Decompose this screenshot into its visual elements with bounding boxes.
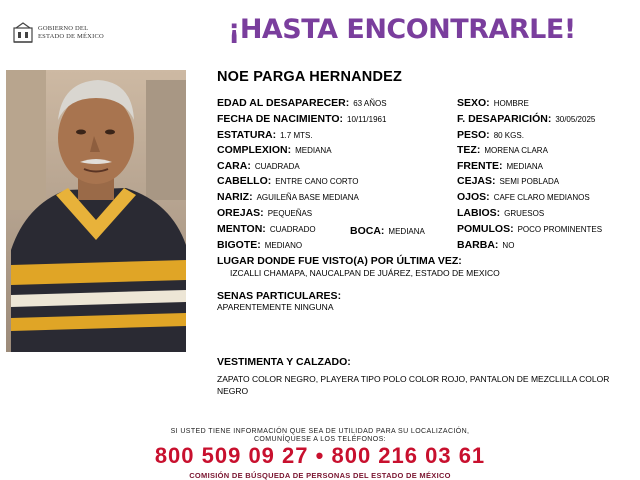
field-tez: TEZ: MORENA CLARA: [457, 144, 548, 156]
info-line-1: SI USTED TIENE INFORMACIÓN QUE SEA DE UTILIDAD PARA SU LOCALIZACIÓN,: [170, 428, 470, 435]
field-bigote: BIGOTE: MEDIANO: [217, 239, 303, 251]
phone-numbers: [0, 443, 640, 469]
clothing-value: ZAPATO COLOR NEGRO, PLAYERA TIPO POLO COLOR ROJO, PANTALON DE MEZCLILLA COLOR NEGRO: [217, 374, 610, 396]
field-ojos: OJOS: CAFE CLARO MEDIANOS: [457, 191, 590, 203]
field-frente: FRENTE: MEDIANA: [457, 160, 543, 172]
field-pomulos: POMULOS: POCO PROMINENTES: [457, 223, 603, 235]
field-desaparicion: F. DESAPARICIÓN: 30/05/2025: [457, 113, 596, 125]
field-edad: EDAD AL DESAPARECER: 63 AÑOS: [217, 97, 387, 109]
commission-name: COMISIÓN DE BÚSQUEDA DE PERSONAS DEL ESTADO DE MÉXICO: [189, 471, 451, 480]
field-peso: PESO: 80 KGS.: [457, 129, 524, 141]
field-cara: CARA: CUADRADA: [217, 160, 300, 172]
field-barba: BARBA: NO: [457, 239, 515, 251]
field-nacimiento: FECHA DE NACIMIENTO: 10/11/1961: [217, 113, 387, 125]
last-seen-value: IZCALLI CHAMAPA, NAUCALPAN DE JUÁREZ, ESTADO DE MEXICO: [230, 268, 500, 278]
field-labios: LABIOS: GRUESOS: [457, 207, 545, 219]
field-complexion: COMPLEXION: MEDIANA: [217, 144, 332, 156]
field-estatura: ESTATURA: 1.7 MTS.: [217, 129, 313, 141]
missing-person-photo: [6, 70, 186, 352]
field-nariz: NARIZ: AGUILEÑA BASE MEDIANA: [217, 191, 359, 203]
phone-2[interactable]: 800 216 03 61: [331, 443, 486, 468]
field-menton: MENTON: CUADRADO: [217, 223, 316, 235]
marks-value: APARENTEMENTE NINGUNA: [217, 302, 334, 312]
field-cabello: CABELLO: ENTRE CANO CORTO: [217, 175, 359, 187]
person-name: NOE PARGA HERNANDEZ: [217, 69, 403, 85]
phone-separator: •: [315, 443, 325, 468]
clothing-label: VESTIMENTA Y CALZADO:: [217, 356, 351, 368]
field-boca: BOCA: MEDIANA: [350, 225, 425, 237]
phone-1[interactable]: 800 509 09 27: [154, 443, 309, 468]
info-line-2: COMUNÍQUESE A LOS TELÉFONOS:: [253, 436, 387, 443]
field-cejas: CEJAS: SEMI POBLADA: [457, 175, 560, 187]
last-seen-label: LUGAR DONDE FUE VISTO(A) POR ÚLTIMA VEZ:: [217, 255, 462, 267]
marks-label: SENAS PARTICULARES:: [217, 290, 342, 302]
government-name: GOBIERNO DEL ESTADO DE MÉXICO: [38, 25, 104, 40]
person-portrait: [6, 70, 186, 352]
government-logo: [12, 22, 122, 46]
field-orejas: OREJAS: PEQUEÑAS: [217, 207, 313, 219]
state-seal-icon: [12, 22, 34, 44]
field-sexo: SEXO: HOMBRE: [457, 97, 529, 109]
headline: ¡HASTA ENCONTRARLE!: [228, 14, 576, 45]
